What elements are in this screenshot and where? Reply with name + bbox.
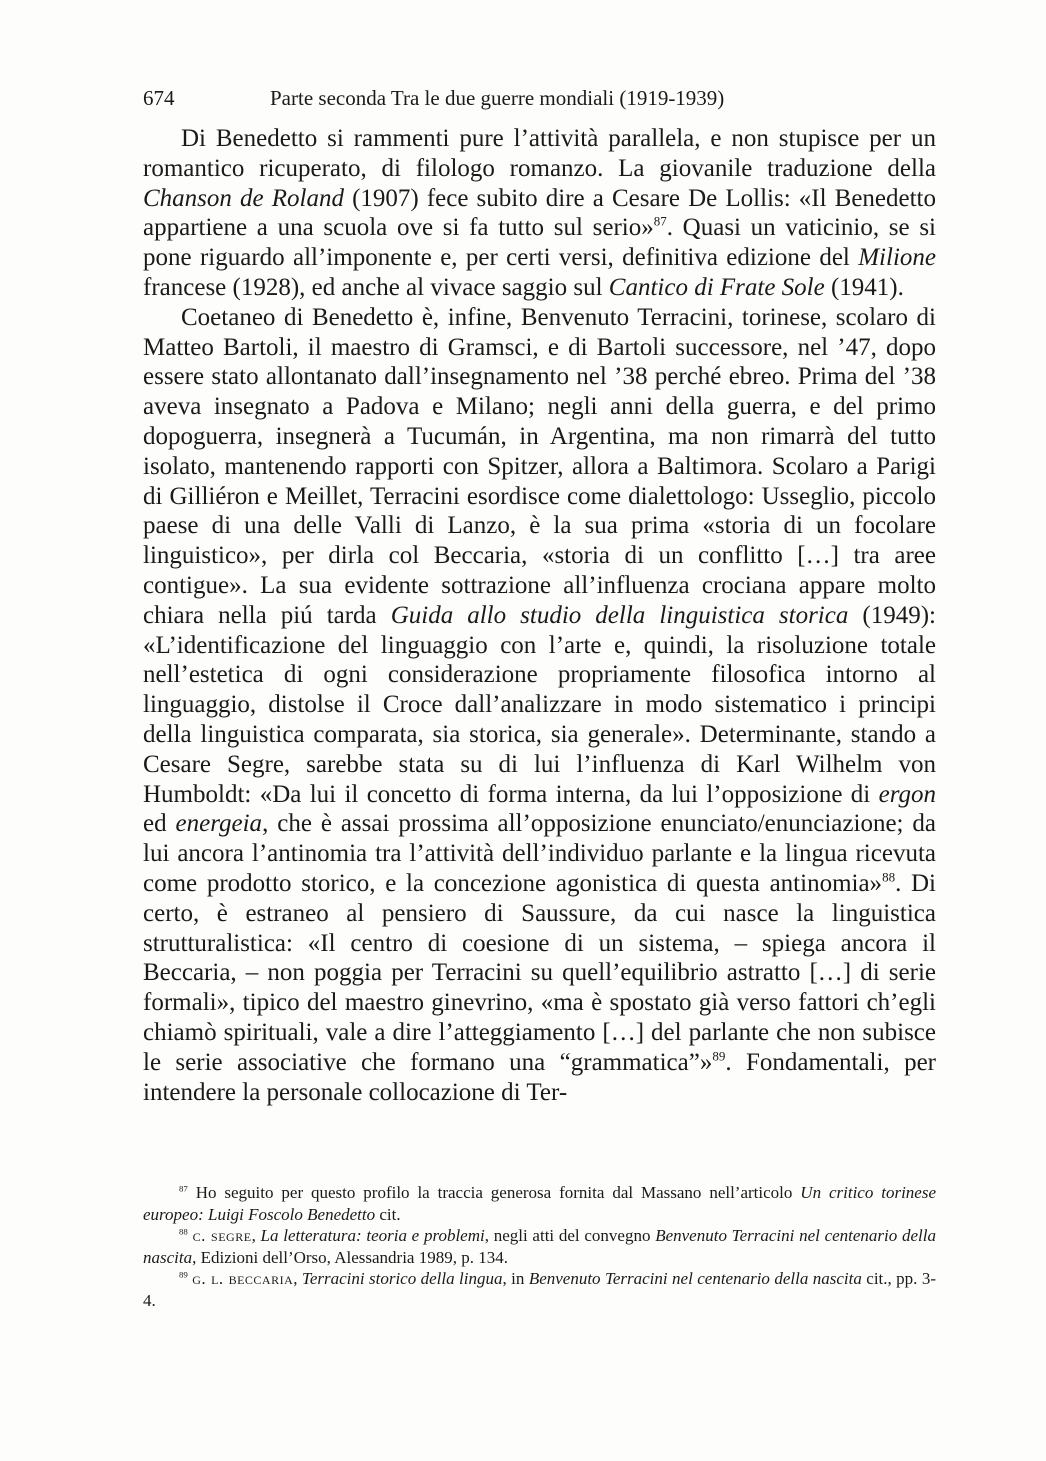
paragraph [143,303,936,1108]
footnote-ref: 89 [712,1047,726,1063]
footnote-ref: 87 [653,213,667,229]
italic-text: Milione [858,244,936,272]
text-run: (1907) fece subito dire a Cesare De Lollis: «Il Benedetto appartiene a una scuola ove si fa tutto sul serio» [143,184,936,242]
text-run: cit. [375,1204,401,1224]
main-text [143,124,936,1107]
italic-text: Un critico torinese europeo: Luigi Foscolo Benedetto [143,1183,937,1224]
footnote-ref: 89 [179,1269,188,1280]
footnote-89 [143,1268,936,1311]
text-run: , [293,1269,302,1289]
text-run: , [251,1226,261,1246]
italic-text: Benvenuto Terracini nel centenario della nascita [143,1226,936,1267]
text-run: ed [143,810,176,838]
footnote-ref: 88 [882,869,896,885]
text-run: , negli atti del convegno [484,1226,656,1246]
footnote-ref: 88 [179,1226,188,1237]
italic-text: Benvenuto Terracini nel centenario della nascita [528,1269,862,1289]
text-run: (1941). [824,273,904,301]
text-run: , in [502,1269,529,1289]
text-run: . Quasi un vaticinio, se si pone riguardo all’imponente e, per certi versi, definitiva edizione del [143,214,936,272]
text-run: , Edizioni dell’Orso, Alessandria 1989, p. 134. [192,1247,508,1267]
author-name: c. segre [192,1226,252,1246]
italic-text: La letteratura: teoria e problemi [260,1226,485,1246]
paragraph [143,124,936,303]
text-run: cit., pp. 3-4. [143,1269,937,1310]
text-run: Di Benedetto si rammenti pure l’attività parallela, e non stupisce per un romantico ricuperato, di filologo romanzo. La giovanile traduzione della [143,125,936,182]
text-run: Ho seguito per questo profilo la traccia generosa fornita dal Massano nell’articolo [187,1183,801,1202]
text-run: . Di certo, è estraneo al pensiero di Saussure, da cui nasce la linguistica strutturalistica: «Il centro di coesione di un sistema, – spiega ancora il Beccaria, – non poggia per Terracini su quell’equilibrio astratto […] di serie formali», tipico del maestro ginevrino, «ma è spostato già verso fattori ch’egli chiamò spirituali, vale a dire l’atteggiamento […] del parlante che non subisce le serie associative che formano una “grammatica”» [143,869,937,1076]
footnote-87 [143,1182,936,1225]
footnotes [143,1182,936,1312]
italic-text: ergon [878,780,936,808]
running-header [143,84,943,112]
text-run: Coetaneo di Benedetto è, infine, Benvenuto Terracini, torinese, scolaro di Matteo Bartoli, il maestro di Gramsci, e di Bartoli successore, nel ’47, dopo essere stato allontanato dall’insegnamento nel ’38 perché ebreo. Prima del ’38 aveva insegnato a Padova e Milano; negli anni della guerra, e del primo dopoguerra, insegnerà a Tucumán, in Argentina, ma non rimarrà del tutto isolato, mantenendo rapporti con Spitzer, allora a Baltimora. Scolaro a Parigi di Gilliéron e Meillet, Terracini esordisce come dialettologo: Usseglio, piccolo paese di una delle Valli di Lanzo, è la sua prima «storia di un focolare linguistico», per dirla col Beccaria, «storia di un conflitto […] tra aree contigue». La sua evidente sottrazione all’influenza crociana appare molto chiara nella piú tarda [143,303,936,629]
text-run: , che è assai prossima all’opposizione enunciato/enunciazione; da lui ancora l’antinomia tra l’attività dell’individuo parlante e la lingua ricevuta come prodotto storico, e la concezione agonistica di questa antinomia» [143,810,936,897]
text-run: . Fondamentali, per intendere la personale collocazione di Ter- [143,1048,936,1106]
footnote-ref: 87 [179,1183,188,1194]
italic-text: Guida allo studio della linguistica storica [390,601,849,629]
text-run: francese (1928), ed anche al vivace saggio sul [143,273,609,301]
text-run: (1949): «L’identificazione del linguaggio con l’arte e, quindi, la risoluzione totale nell’estetica di ogni considerazione propriamente filosofica intorno al linguaggio, distolse il Croce dall’analizzare in modo sistematico i principi della linguistica comparata, sia storica, sia generale». Determinante, stando a Cesare Segre, sarebbe stata su di lui l’influenza di Karl Wilhelm von Humboldt: «Da lui il concetto di forma interna, da lui l’opposizione di [143,601,936,808]
footnote-88 [143,1225,936,1268]
author-name: g. l. beccaria [192,1269,294,1289]
italic-text: Cantico di Frate Sole [608,273,825,301]
page-number: 674 [143,86,175,110]
running-head: Parte seconda Tra le due guerre mondiali (1919-1939) [270,86,725,110]
italic-text: Terracini storico della lingua [301,1269,503,1289]
italic-text: energeia [175,810,263,838]
italic-text: Chanson de Roland [143,184,344,212]
